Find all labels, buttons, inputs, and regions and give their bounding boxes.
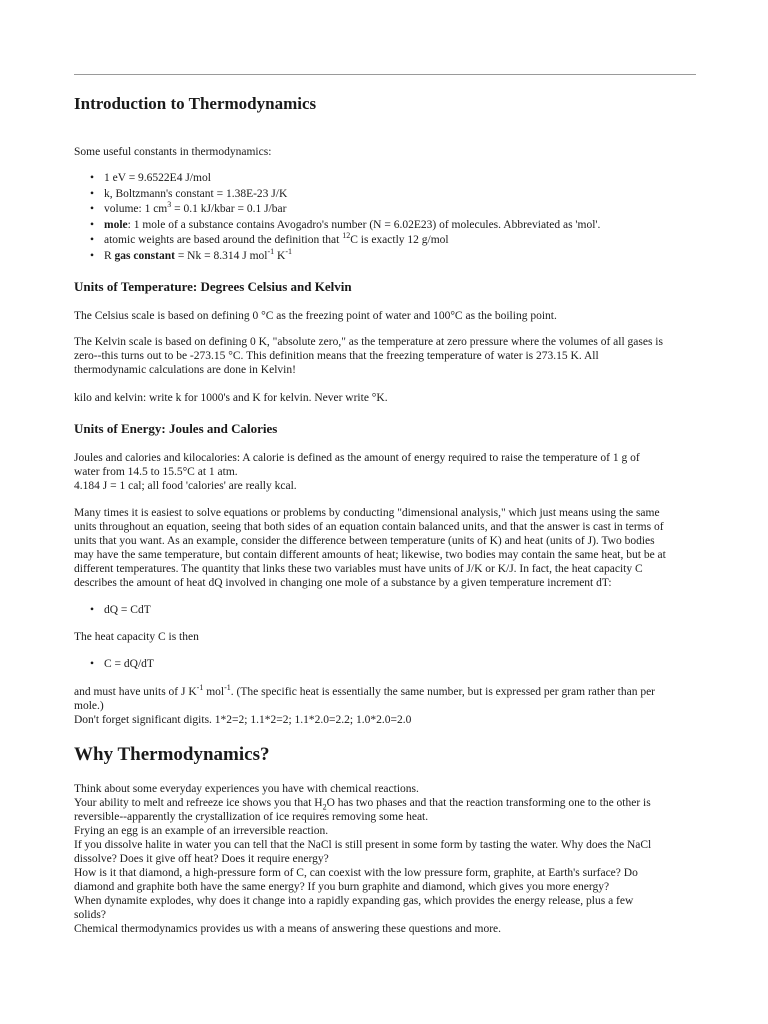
page-title: Introduction to Thermodynamics — [74, 94, 317, 113]
heat-capacity-text: The heat capacity C is then — [74, 631, 199, 643]
energy-heading: Units of Energy: Joules and Calories — [74, 421, 278, 436]
list-item: • 1 eV = 9.6522E4 J/mol — [90, 171, 690, 187]
equation-list-1 — [90, 603, 690, 619]
intro-text: Some useful constants in thermodynamics: — [74, 146, 272, 158]
equation-list-2 — [90, 657, 690, 673]
list-item: • k, Boltzmann's constant = 1.38E-23 J/K — [90, 187, 690, 203]
dimensional-analysis-paragraph: Many times it is easiest to solve equations or problems by conducting "dimensional analysis," which just means using the same units throughout an equation, seeing that both sides of an equation contain balanced units, and that the answer is cast in terms of units that you want. As an example, consider the difference between temperature (units of K) and heat (units of J). Two bodies may have the same temperature, but contain different amounts of heat; likewise, two bodies may contain the same heat, but be at different temperatures. The quantity that links these two variables must have units of J/K or K/J. In fact, the heat capacity C describes the amount of heat dQ involved in changing one mole of a substance by a given temperature increment dT: — [74, 507, 666, 589]
celsius-paragraph: The Celsius scale is based on defining 0 °C as the freezing point of water and 100°C as the boiling point. — [74, 310, 557, 322]
why-heading: Why Thermodynamics? — [74, 744, 270, 765]
constants-list — [90, 171, 690, 264]
kelvin-paragraph: The Kelvin scale is based on defining 0 K, "absolute zero," as the temperature at zero pressure where the volumes of all gases is zero--this turns out to be -273.15 °C. This definition means that the freezing temperature of water is 273.15 K. All thermodynamic calculations are done in Kelvin! — [74, 336, 663, 376]
units-paragraph: and must have units of J $K^{-1}$ mol$^{-1}$. (The specific heat is essentially the same number, but is expressed per gram rather than per mole.) Don't forget significant digits. 1*2=2; 1.1*2=2; 1.1*2.0=2.2; 1.0*2.0=2.0 — [74, 683, 656, 726]
list-item: • R gas constant = Nk = 8.314 J mol$^{-1}$ $K^{-1}$ — [90, 249, 690, 265]
list-item: • volume: 1 $cm^3 = 0.1$ kJ/kbar = 0.1 J/bar — [90, 202, 690, 218]
kilo-kelvin-note: kilo and kelvin: write k for 1000's and K for kelvin. Never write °K. — [74, 392, 388, 404]
why-paragraph: Think about some everyday experiences you have with chemical reactions. Your ability to melt and refreeze ice shows you that $H_2O$ has two phases and that the reaction transforming one to the other is reversible--apparently the crystallization of ice requires removing some heat. Frying an egg is an example of an irreversible reaction. If you dissolve halite in water you can tell that the NaCl is still present in some form by tasting the water. Why does the NaCl dissolve? Does it give off heat? Does it require energy? How is it that diamond, a high-pressure form of C, can coexist with the low pressure form, graphite, at Earth's surface? Do diamond and graphite both have the same energy? If you burn graphite and diamond, which gives you more energy? When dynamite explodes, why does it change into a rapidly expanding gas, which provides the energy release, plus a few solids? Chemical thermodynamics provides us with a means of answering these questions and more. — [74, 783, 652, 935]
joules-paragraph: Joules and calories and kilocalories: A calorie is defined as the amount of energy required to raise the temperature of 1 g of water from 14.5 to 15.5°C at 1 atm. 4.184 J = 1 cal; all food 'calories' are really kcal. — [74, 452, 640, 492]
temperature-heading: Units of Temperature: Degrees Celsius and Kelvin — [74, 279, 352, 294]
list-item: • atomic weights are based around the definition that $^{12}$C is exactly 12 g/mol — [90, 233, 690, 249]
list-item: • mole: 1 mole of a substance contains Avogadro's number (N = 6.02E23) of molecules. Abbreviated as 'mol'. — [90, 218, 690, 234]
list-item: • C = dQ/dT — [90, 657, 690, 673]
list-item: • dQ = CdT — [90, 603, 690, 619]
top-horizontal-rule — [74, 74, 696, 75]
